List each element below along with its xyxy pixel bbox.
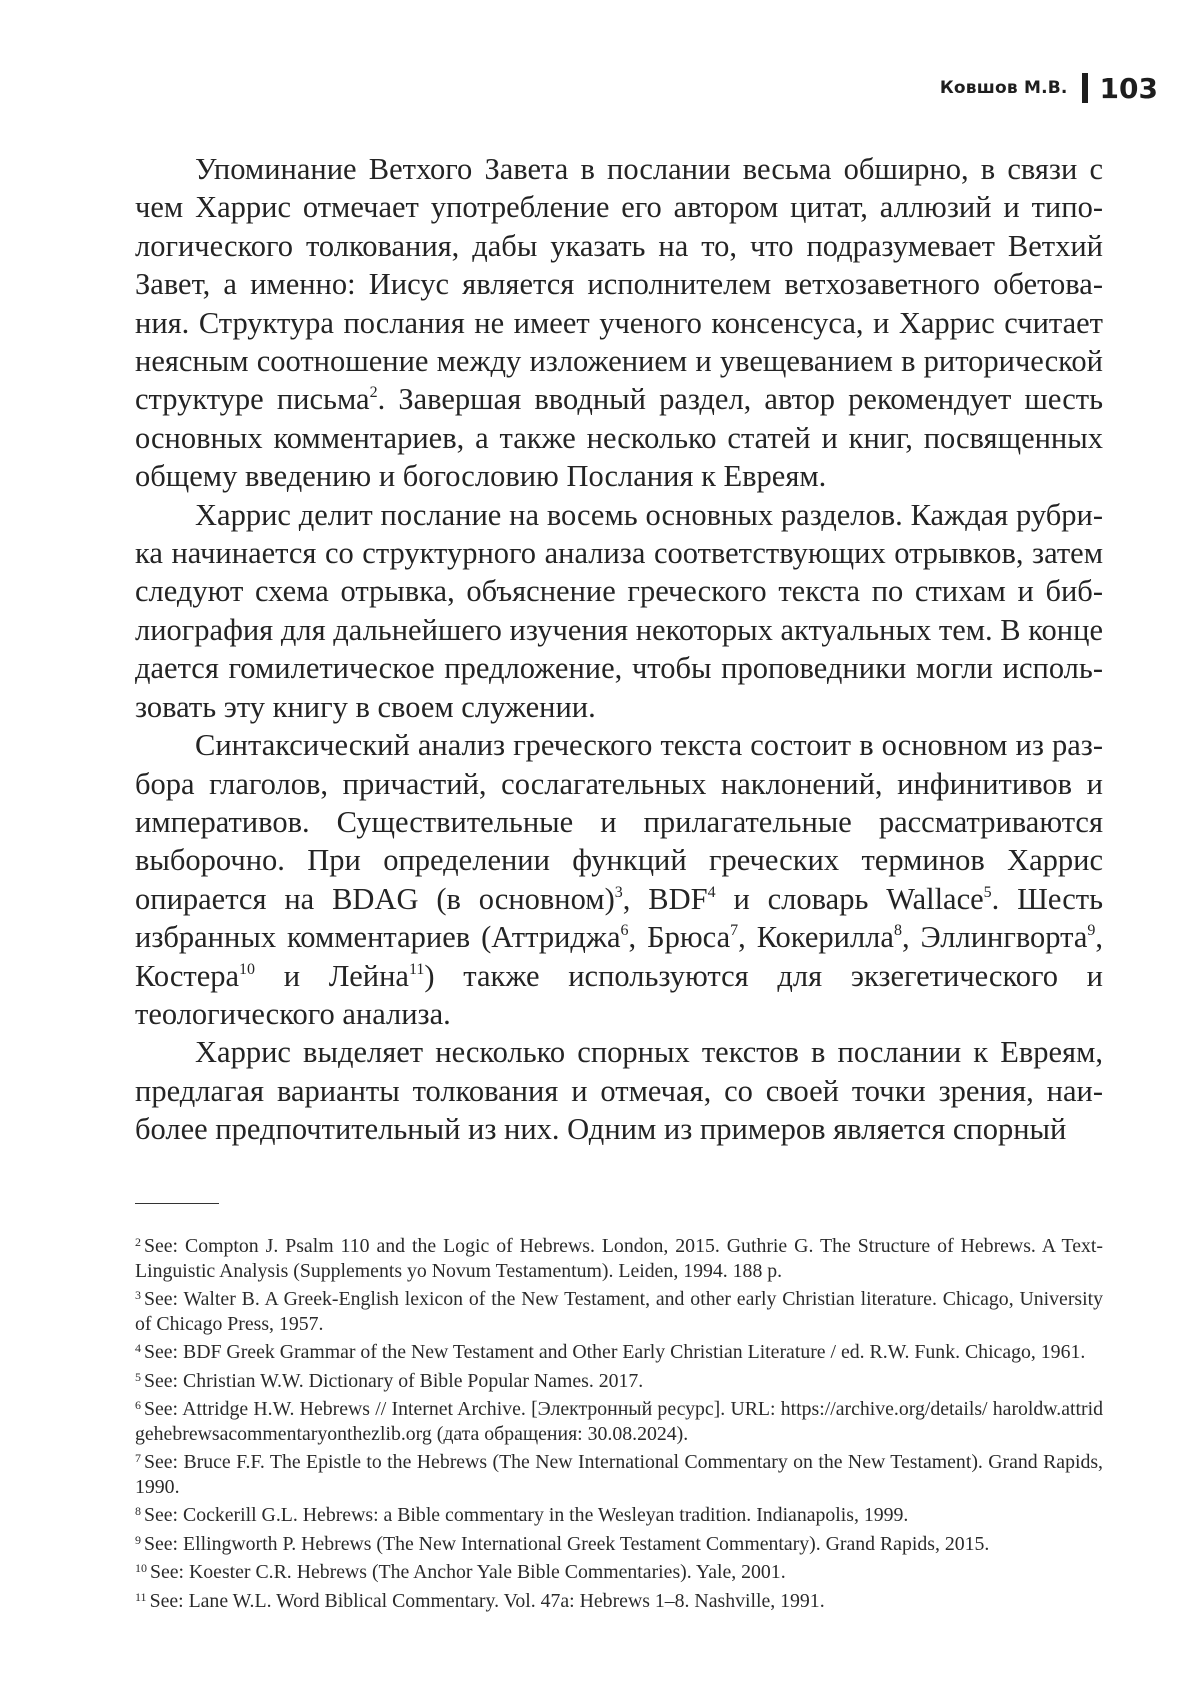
paragraph-text: , BDF xyxy=(622,881,708,916)
page-number: 103 xyxy=(1099,71,1158,105)
footnote-4 xyxy=(135,1336,1103,1365)
footnote-text: See: Christian W.W. Dictionary of Bible Popular Names. 2017. xyxy=(144,1369,644,1392)
footnote-text: See: Lane W.L. Word Biblical Commentary. Vol. 47a: Hebrews 1–8. Nashville, 1991. xyxy=(149,1589,825,1612)
footnote-number: 6 xyxy=(135,1398,141,1412)
footnote-text: See: Walter B. A Greek-English lexicon of the New Testament, and other early Christian literature. Chicago, University of Chicago Press, 1957. xyxy=(135,1288,1103,1335)
footnote-ref: 8 xyxy=(893,922,902,940)
footnote-5 xyxy=(135,1365,1103,1394)
footnote-number: 2 xyxy=(135,1235,141,1249)
paragraph-2: Харрис делит послание на восемь основных разделов. Каждая рубрика начинается со структурного анализа соответствующих отрывков, затем следуют схема отрывка, объяснение греческого текста по стихам и библиография для дальнейшего изучения некоторых актуальных тем. В конце дается гомилетическое предложение, чтобы проповедники могли использовать эту книгу в своем служении. xyxy=(135,497,1103,724)
footnote-number: 9 xyxy=(135,1532,141,1547)
footnote-ref: 2 xyxy=(369,384,378,402)
paragraph-4: Харрис выделяет несколько спорных текстов в послании к Евреям, предлагая варианты толкования и отмечая, со своей точки зрения, наиболее предпочтительный из них. Одним из примеров является спорный xyxy=(135,1035,1103,1147)
paragraph-text: . Завершая вводный раздел, автор рекомендует шесть основных комментариев, а также несколько статей и книг, посвященных общему введению и богословию Послания к Евреям. xyxy=(135,382,1103,494)
footnote-ref: 11 xyxy=(408,960,425,978)
footnote-number: 10 xyxy=(135,1561,147,1575)
paragraph-text: , Костера xyxy=(135,920,1104,993)
paragraph-text: , Эллингворта xyxy=(901,920,1088,955)
footnote-number: 8 xyxy=(135,1504,141,1518)
footnote-ref: 4 xyxy=(707,883,716,901)
paragraph-text: ) также используются для экзегетического и теологического анализа. xyxy=(135,958,1104,1031)
paragraph-text: , Брюса xyxy=(628,920,731,955)
footnote-separator xyxy=(135,1203,219,1204)
footnote-3 xyxy=(135,1283,1103,1336)
paragraph-text: , Кокерилла xyxy=(738,920,894,955)
footnote-number: 3 xyxy=(135,1288,141,1302)
paragraph-text: и Лейна xyxy=(255,958,409,993)
footnote-ref: 5 xyxy=(983,883,992,901)
footnote-ref: 7 xyxy=(730,922,739,940)
footnote-8 xyxy=(135,1499,1103,1528)
footnote-ref: 10 xyxy=(239,960,256,978)
footnote-ref: 6 xyxy=(620,922,629,940)
paragraph-text: . Шесть избранных комментариев (Аттриджа xyxy=(135,881,1104,955)
footnote-11 xyxy=(135,1585,1103,1614)
paragraph-3 xyxy=(135,726,1103,1033)
header-divider-bar xyxy=(1082,73,1088,103)
footnote-7 xyxy=(135,1446,1103,1499)
paragraph-text: Упоминание Ветхого Завета в послании весьма обширно, в связи с чем Харрис отмечает употребление его автором цитат, аллюзий и типологического толкования, дабы указать на то, что подразумевает Ветхий Завет, а именно: Иисус является исполнителем ветхозаветного обетования. Структура послания не имеет ученого консенсуса, и Харрис считает неясным соотношение между изложением и увещеванием в риторической структуре письма xyxy=(135,152,1103,417)
paragraph-text: и словарь Wallace xyxy=(715,881,984,916)
footnote-number: 4 xyxy=(135,1341,141,1355)
footnote-number: 5 xyxy=(135,1369,141,1384)
footnote-ref: 3 xyxy=(614,883,623,901)
main-text xyxy=(135,150,1103,1149)
footnote-text: See: Ellingworth P. Hebrews (The New International Greek Testament Commentary). Grand Rapids, 2015. xyxy=(144,1532,990,1555)
footnote-text: See: Cockerill G.L. Hebrews: a Bible commentary in the Wesleyan tradition. Indianapolis, 1999. xyxy=(144,1504,909,1526)
footnote-text: See: BDF Greek Grammar of the New Testament and Other Early Christian Literature / ed. R.W. Funk. Chicago, 1961. xyxy=(144,1341,1086,1363)
footnote-10 xyxy=(135,1556,1103,1585)
footnote-number: 7 xyxy=(135,1451,141,1465)
footnote-text: See: Bruce F.F. The Epistle to the Hebrews (The New International Commentary on the New Testament). Grand Rapids, 1990. xyxy=(135,1451,1103,1498)
footnote-9 xyxy=(135,1528,1103,1557)
footnote-6 xyxy=(135,1393,1103,1446)
footnotes xyxy=(135,1230,1103,1613)
running-header xyxy=(940,66,1158,110)
paragraph-text: Синтаксический анализ греческого текста состоит в основном из разбора глаголов, причастий, сослагательных наклонений, инфинитивов и императивов. Существительные и прилагательные рассматриваются выборочно. При определении функций греческих терминов Харрис опирается на BDAG (в основном) xyxy=(135,728,1103,916)
running-head-author: Ковшов М.В. xyxy=(939,78,1068,98)
footnote-text: See: Koester C.R. Hebrews (The Anchor Yale Bible Commentaries). Yale, 2001. xyxy=(150,1561,786,1583)
footnote-2 xyxy=(135,1230,1103,1283)
footnote-ref: 9 xyxy=(1087,922,1096,940)
paragraph-1 xyxy=(135,150,1103,496)
footnote-number: 11 xyxy=(135,1589,147,1604)
footnote-text: See: Compton J. Psalm 110 and the Logic of Hebrews. London, 2015. Guthrie G. The Structure of Hebrews. A Text-Linguistic Analysis (Supplements yo Novum Testamentum). Leiden, 1994. 188 p. xyxy=(135,1235,1103,1282)
footnote-text: See: Attridge H.W. Hebrews // Internet Archive. [Электронный ресурс]. URL: https://archive.org/details/ haroldw.attridgehebrewsacommentaryonthezlib.org (дата обращения: 30.08.2024). xyxy=(135,1398,1103,1445)
